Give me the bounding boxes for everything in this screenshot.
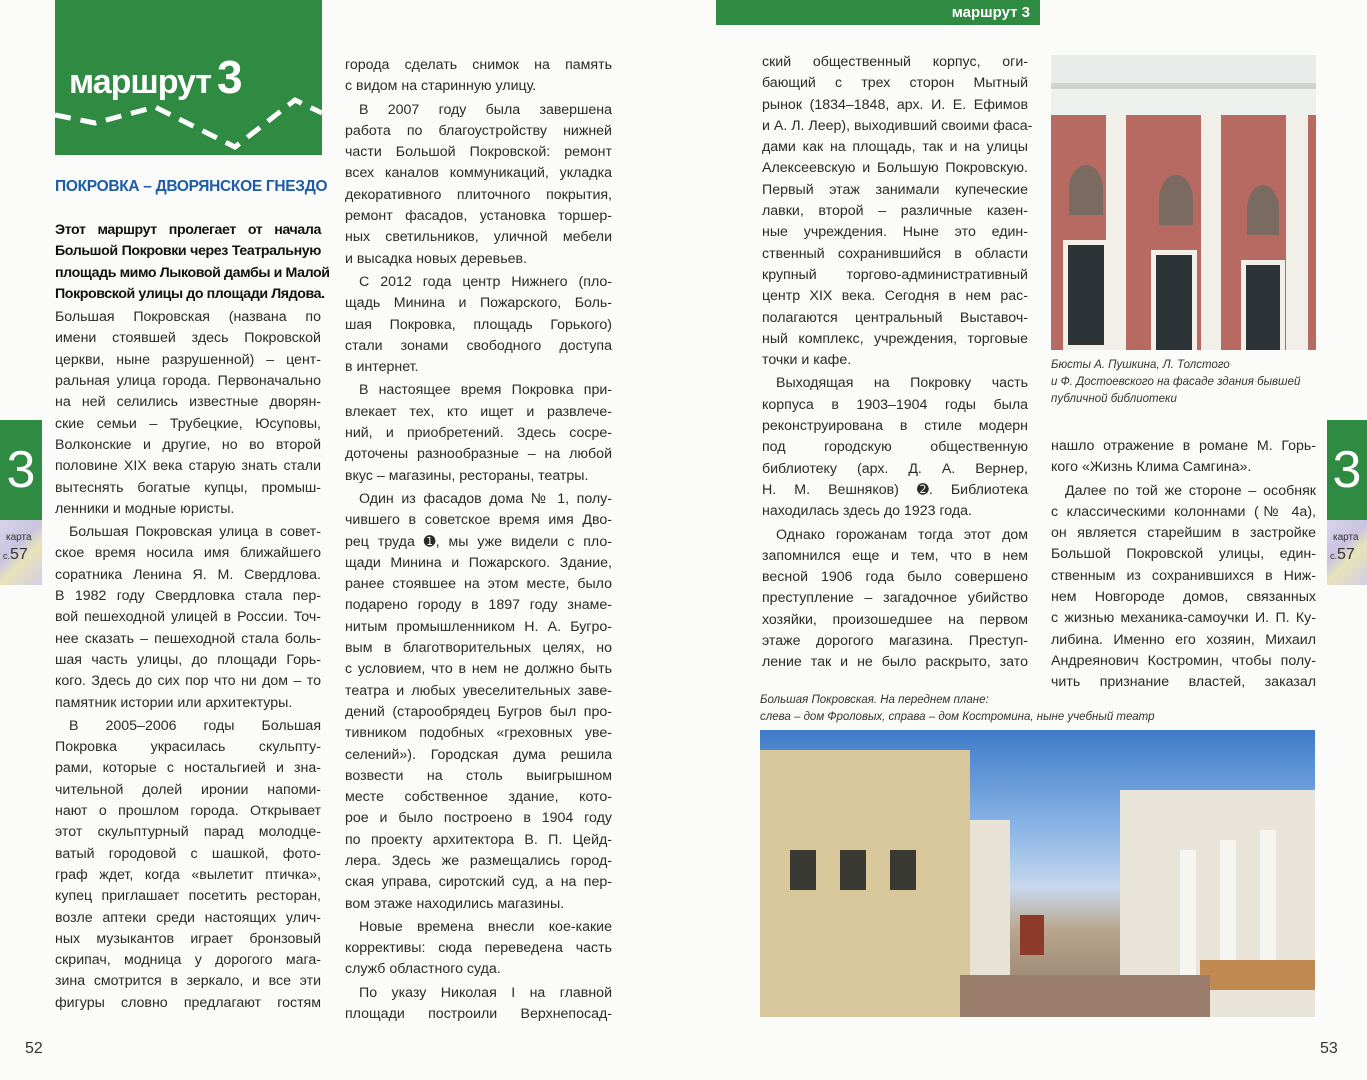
text-line: ский общественный корпус, оги- <box>762 54 1028 70</box>
text-line: тивником подобных «греховных уве- <box>345 725 612 742</box>
text-line: рами, которые с ностальгией и зна- <box>55 760 321 777</box>
paragraph <box>1051 436 1316 479</box>
text-line: площади построили Верхнепосад- <box>345 1006 612 1023</box>
route-title-number: 3 <box>217 51 242 103</box>
text-line: Алексеевскую и Большую Покровскую. <box>762 160 1028 177</box>
text-column <box>762 52 1033 674</box>
text-line: вом этаже находились магазины. <box>345 895 565 912</box>
text-line: В настоящее время Покровка при- <box>359 382 612 399</box>
text-line: ные учреждения. Ныне это един- <box>762 224 1028 241</box>
text-line: граф ждет, когда «вылетит птичка», <box>55 866 321 883</box>
paragraph <box>345 983 612 1026</box>
route-side-tab[interactable]: 3 <box>0 420 42 520</box>
text-line: ление так и не было раскрыто, зато <box>762 654 1028 671</box>
text-line: площадь мимо Лыковой дамбы и Малой <box>55 264 330 281</box>
text-line: этаже дорогого магазина. Преступ- <box>762 633 1028 650</box>
library-facade-photo <box>1051 55 1316 350</box>
map-page-prefix: с. <box>3 551 11 561</box>
text-line: вой пешеходной улицей в России. Точ- <box>55 609 321 626</box>
map-page <box>1330 546 1355 564</box>
route-header-label: маршрут 3 <box>951 4 1030 21</box>
text-line: ний, и приобретений. Здесь сосре- <box>345 425 612 442</box>
caption-line: публичной библиотеки <box>1051 393 1177 405</box>
text-line: селений»). Городская дума решила <box>345 746 612 763</box>
text-column <box>1051 436 1316 694</box>
text-line: кого «Жизнь Клима Самгина». <box>1051 459 1252 476</box>
text-line: библиотеку (арх. Д. А. Вернер, <box>762 460 1028 477</box>
text-column <box>345 55 612 1025</box>
text-line: ватый городовой с шашкой, фото- <box>55 845 321 862</box>
paragraph <box>345 272 612 378</box>
text-line: соратника Ленина Я. М. Свердлова. <box>55 566 321 583</box>
text-line: Покровской улицы до площади Лядова. <box>55 285 325 302</box>
text-line: рое и было построено в 1904 году <box>345 810 612 827</box>
map-page-number: 57 <box>10 546 28 563</box>
text-line: дений (старообрядец Бугров был про- <box>345 703 612 720</box>
text-line: части Большой Покровской: ремонт <box>345 144 612 161</box>
map-page-prefix: с. <box>1330 551 1338 561</box>
text-line: доточены разнообразные – на любой <box>345 446 612 463</box>
text-line: половине XIX века старую знать стали <box>55 458 321 475</box>
caption-line: и Ф. Достоевского на фасаде здания бывшей <box>1051 376 1301 388</box>
route-header-tab <box>716 0 1040 25</box>
text-line: бающий с трех сторон Мытный <box>762 75 1028 92</box>
text-line: ская управа, сиротский суд, а на пер- <box>345 874 612 891</box>
text-line: возле аптеки среди настоящих улич- <box>55 909 321 926</box>
text-line: лера. Здесь же размещались город- <box>345 852 612 869</box>
text-line: Новые времена внесли кое-какие <box>359 918 612 935</box>
text-line: чившего в советское время имя Дво- <box>345 512 612 529</box>
text-line: точки и кафе. <box>762 352 852 369</box>
text-line: церкви, ныне разрушенной) – цент- <box>55 351 321 368</box>
text-line: Андреянович Костромин, чтобы полу- <box>1051 652 1316 669</box>
map-reference-tab[interactable] <box>0 520 42 585</box>
text-line: ральная улица города. Первоначально <box>55 373 321 390</box>
page-number: 53 <box>1320 1040 1338 1057</box>
text-line: центр XIX века. Сегодня в нем рас- <box>762 288 1028 305</box>
text-line: этот скульптурный парад молодце- <box>55 824 321 841</box>
text-column <box>55 220 330 1014</box>
text-line: театра и любых увеселительных заве- <box>345 682 612 699</box>
text-line: весной 1906 года было совершено <box>762 569 1028 586</box>
text-line: ственный сохранившийся в области <box>762 245 1028 262</box>
text-line: шая часть улицы, до площади Горь- <box>55 651 321 668</box>
map-page-number: 57 <box>1337 546 1355 563</box>
text-line: ремонт фасадов, установка торшер- <box>345 208 612 225</box>
text-line: Этот маршрут пролегает от начала <box>55 222 321 238</box>
text-line: запомнился еще и тем, что в нем <box>762 547 1028 564</box>
map-label: карта <box>1333 532 1359 543</box>
text-line: находилась здесь до 1923 года. <box>762 503 972 520</box>
text-line: влекает тех, кто ищет и развлече- <box>345 403 612 420</box>
text-line: щадь Минина и Пожарского, Боль- <box>345 295 612 312</box>
text-line: чить признание властей, заказал <box>1051 674 1316 691</box>
paragraph <box>1051 481 1316 694</box>
photo-caption <box>760 692 1320 726</box>
text-line: ленники и модные юристы. <box>55 500 235 517</box>
text-line: ных светильников, уличной мебели <box>345 229 612 246</box>
text-line: крупный торгово-административный <box>762 266 1028 283</box>
text-line: Большой Покровки через Театральную <box>55 243 321 260</box>
caption-line: Бюсты А. Пушкина, Л. Толстого <box>1051 359 1230 371</box>
paragraph <box>345 100 612 270</box>
text-line: и высадка новых деревьев. <box>345 250 527 267</box>
photo-caption <box>1051 357 1321 408</box>
route-side-tab[interactable]: 3 <box>1327 420 1367 520</box>
text-line: Выходящая на Покровку часть <box>776 375 1028 392</box>
text-line: ранее стоявшее на этом месте, было <box>345 576 612 593</box>
text-line: шая Покровка, площадь Горького) <box>345 316 612 333</box>
text-line: С 2012 года центр Нижнего (пло- <box>359 273 612 290</box>
dashed-route-line-icon <box>55 95 322 155</box>
text-line: с видом на старинную улицу. <box>345 78 537 95</box>
route-title-word: маршрут <box>69 63 212 101</box>
text-line: вытеснять богатые купцы, промыш- <box>55 479 321 496</box>
text-line: с условием, что в нем не должно быть <box>345 661 612 678</box>
text-line: По указу Николая I на главной <box>359 984 612 1001</box>
paragraph <box>55 716 321 1014</box>
text-line: города сделать снимок на память <box>345 57 612 73</box>
text-line: вкус – магазины, рестораны, театры. <box>345 467 589 484</box>
text-line: корпуса в 1903–1904 годы была <box>762 396 1028 413</box>
text-line: имени стоявшей здесь Покровской <box>55 330 321 347</box>
paragraph <box>345 489 612 915</box>
map-label: карта <box>6 532 32 543</box>
text-line: в интернет. <box>345 359 419 376</box>
text-line: Н. М. Вешняков) ➋. Библиотека <box>762 481 1028 498</box>
paragraph <box>345 380 612 486</box>
paragraph <box>55 220 330 305</box>
text-line: Большая Покровская улица в совет- <box>69 524 321 541</box>
text-line: чительной долей иронии напоми- <box>55 781 321 798</box>
text-line: на ней селились известные дворян- <box>55 394 321 411</box>
text-line: рынок (1834–1848, арх. И. Е. Ефимов <box>762 96 1028 113</box>
text-line: подарено городу в 1897 году знаме- <box>345 597 612 614</box>
text-line: щади Минина и Пожарского. Здание, <box>345 554 612 571</box>
text-line: нее сказать – пешеходной стала боль- <box>55 630 321 647</box>
text-line: Волконские и другие, но во второй <box>55 436 321 453</box>
paragraph <box>762 52 1033 371</box>
street-photo <box>760 730 1315 1017</box>
text-line: Большой Покровской улицы, един- <box>1051 546 1316 563</box>
text-line: фигуры словно предлагают гостям <box>55 994 321 1011</box>
text-line: скрипач, модница у дорогого мага- <box>55 952 321 969</box>
text-line: В 2005–2006 годы Большая <box>69 717 321 734</box>
text-line: с классическими колоннами (№ 4а), <box>1051 503 1316 520</box>
text-line: полагаются центральный Выставоч- <box>762 309 1028 326</box>
text-line: нают о прошлом города. Открывает <box>55 803 321 820</box>
section-heading: ПОКРОВКА – ДВОРЯНСКОЕ ГНЕЗДО <box>55 178 328 195</box>
paragraph <box>55 522 321 714</box>
text-line: служб областного суда. <box>345 961 501 978</box>
text-line: реконструирована в стиле модерн <box>762 418 1028 435</box>
text-line: рец труда ➊, мы уже видели с пло- <box>345 533 612 550</box>
page-number: 52 <box>25 1040 43 1057</box>
text-line: под городскую общественную <box>762 439 1028 456</box>
paragraph <box>55 307 321 520</box>
text-line: купец приглашает посетить ресторан, <box>55 888 321 905</box>
text-line: Однако горожанам тогда этот дом <box>776 526 1028 543</box>
text-line: нашло отражение в романе М. Горь- <box>1051 438 1316 454</box>
map-page <box>3 546 28 564</box>
text-line: всех каналов коммуникаций, укладка <box>345 165 612 182</box>
text-line: с жизнью механика-самоучки И. П. Ку- <box>1051 610 1316 627</box>
text-line: вым в благотворительных целях, но <box>345 640 612 657</box>
text-line: Большая Покровская (названа по <box>55 309 321 326</box>
text-line: Далее по той же стороне – особняк <box>1065 482 1316 499</box>
text-line: нем Новгороде домов, связанных <box>1051 589 1316 606</box>
text-line: Первый этаж занимали купеческие <box>762 181 1028 198</box>
text-line: ские семьи – Трубецкие, Юсуповы, <box>55 415 321 432</box>
text-line: преступление – загадочное убийство <box>762 590 1028 607</box>
text-line: зина смотрится в зеркало, и все эти <box>55 973 321 990</box>
text-line: ское время носила имя ближайшего <box>55 545 321 562</box>
text-line: нитым промышленником Н. А. Бугро- <box>345 618 612 635</box>
text-line: месте собственное здание, кото- <box>345 789 612 806</box>
text-line: по проекту архитектора В. П. Цейд- <box>345 831 612 848</box>
text-line: памятник истории или архитектуры. <box>55 694 293 711</box>
paragraph <box>762 525 1028 674</box>
text-line: В 2007 году была завершена <box>359 101 612 118</box>
text-line: либина. Именно его хозяин, Михаил <box>1051 631 1316 648</box>
text-line: работа по благоустройству нижней <box>345 122 612 139</box>
text-line: хозяйки, произошедшее на первом <box>762 611 1028 628</box>
text-line: ный комплекс, учреждения, торговые <box>762 330 1028 347</box>
text-line: стали зонами свободного доступа <box>345 337 612 354</box>
map-reference-tab[interactable] <box>1327 520 1367 585</box>
text-line: и А. Л. Леер), выходивший своими фаса- <box>762 117 1033 134</box>
text-line: ных музыкантов играет бронзовый <box>55 930 321 947</box>
text-line: дами как на площадь, так и на улицы <box>762 139 1028 156</box>
text-line: кого. Здесь до сих пор что ни дом – то <box>55 673 321 690</box>
text-line: коррективы: сюда переведена часть <box>345 940 612 957</box>
route-banner <box>55 0 322 155</box>
text-line: Один из фасадов дома № 1, полу- <box>359 490 612 507</box>
paragraph <box>762 373 1028 522</box>
text-line: возвести на столь выигрышном <box>345 767 612 784</box>
text-line: он является старейшим в застройке <box>1051 525 1316 542</box>
paragraph <box>345 55 612 98</box>
text-line: ственным из сохранившихся в Ниж- <box>1051 567 1316 584</box>
text-line: В 1982 году Свердловка стала пер- <box>55 588 321 605</box>
caption-line: слева – дом Фроловых, справа – дом Костромина, ныне учебный театр <box>760 711 1155 723</box>
paragraph <box>345 917 612 981</box>
text-line: Покровка украсилась скульпту- <box>55 739 321 756</box>
text-line: декоративного плиточного покрытия, <box>345 186 612 203</box>
caption-line: Большая Покровская. На переднем плане: <box>760 694 989 706</box>
text-line: лавки, второй – различные казен- <box>762 203 1028 220</box>
